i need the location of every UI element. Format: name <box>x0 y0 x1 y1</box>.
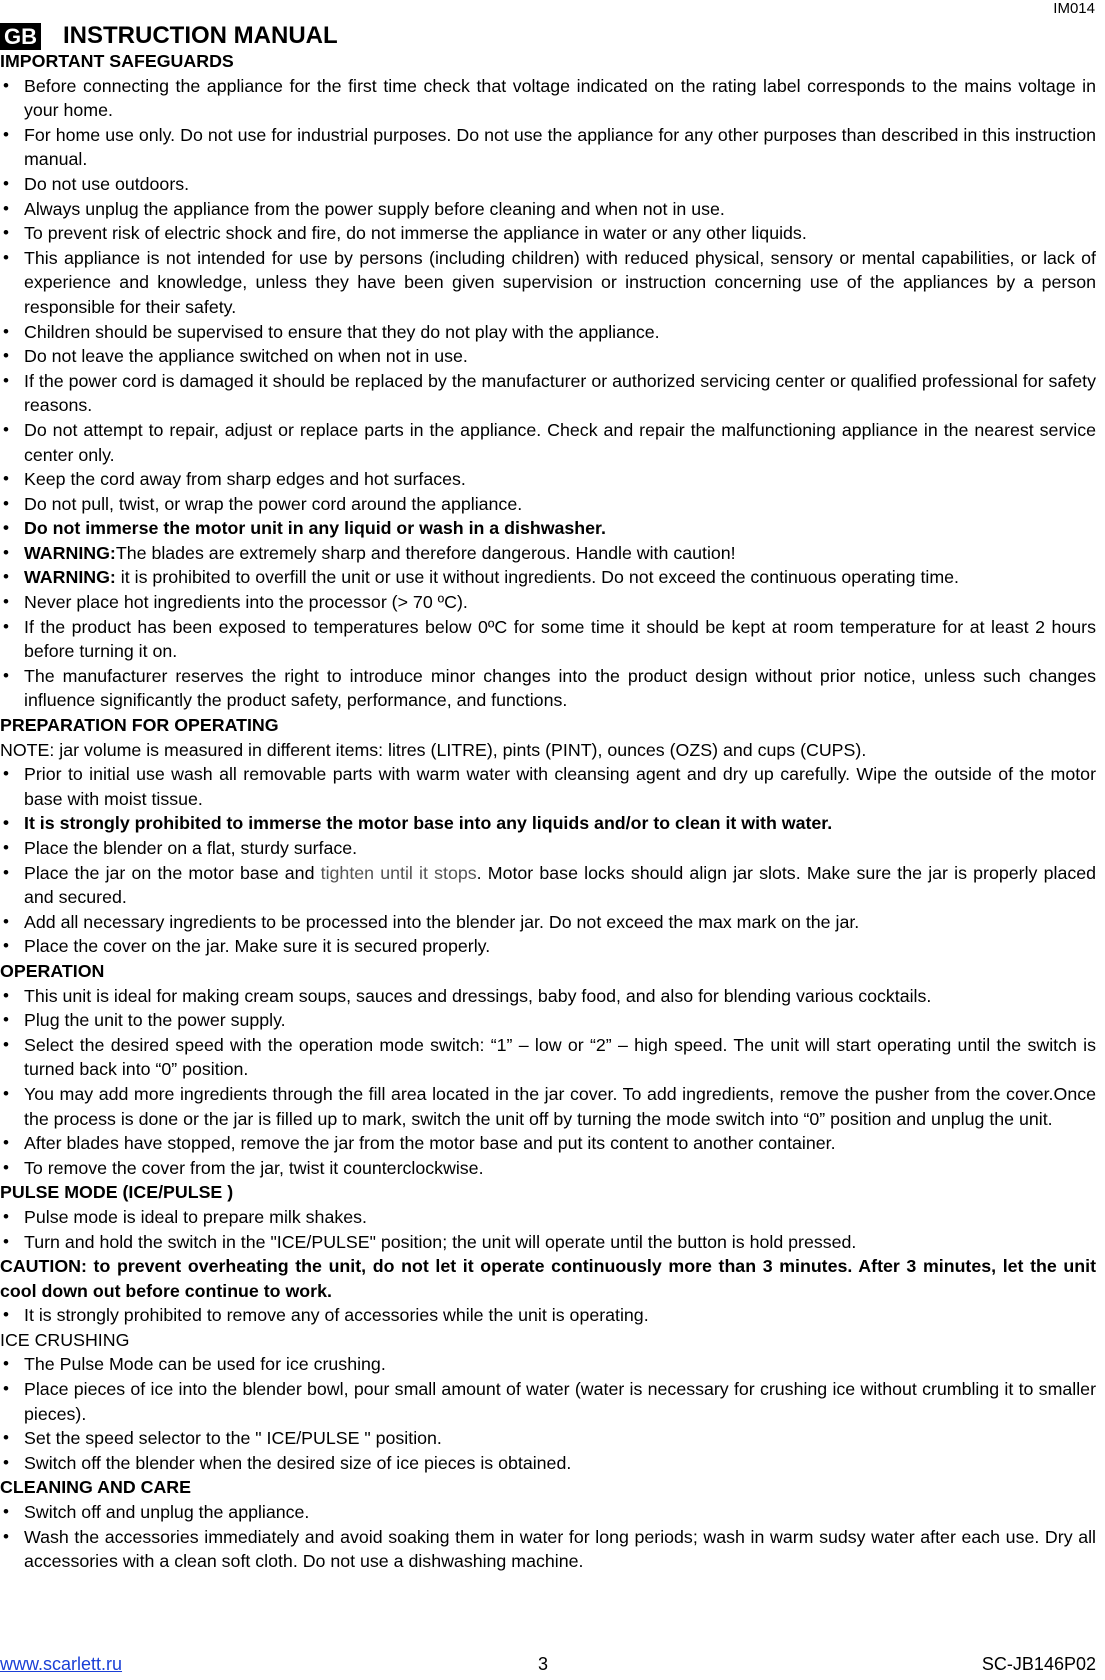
list-item: • This appliance is not intended for use by persons (including children) with reduced physical, sensory or mental capabilities, or lack of experience and knowledge, unless they have been given supervision or instruction concerning use of the appliances by a person responsible for their safety. <box>0 246 1096 320</box>
caution-text: CAUTION: to prevent overheating the unit, do not let it operate continuously more than 3 minutes. After 3 minutes, let the unit cool down out before continue to work. <box>0 1256 1096 1301</box>
list-item: • Wash the accessories immediately and avoid soaking them in water for long periods; wash in warm sudsy water after each use. Dry all accessories with a clean soft cloth. Do not use a dishwashing machine. <box>0 1525 1096 1574</box>
preparation-heading: PREPARATION FOR OPERATING <box>0 715 279 736</box>
list-item: • Place pieces of ice into the blender bowl, pour small amount of water (water is necessary for crushing ice without crumbling it to smaller pieces). <box>0 1377 1096 1426</box>
list-item: • Turn and hold the switch in the "ICE/PULSE" position; the unit will operate until the button is hold pressed. <box>0 1230 1096 1255</box>
item-text: . Motor base locks should align jar slots. Make sure the jar is properly placed and secured. <box>24 862 1096 908</box>
list-item: • This unit is ideal for making cream soups, sauces and dressings, baby food, and also for blending various cocktails. <box>0 984 1096 1009</box>
list-item: • Children should be supervised to ensure that they do not play with the appliance. <box>0 320 1096 345</box>
list-item: • Do not attempt to repair, adjust or replace parts in the appliance. Check and repair the malfunctioning appliance in the nearest service center only. <box>0 418 1096 467</box>
list-item: • Prior to initial use wash all removable parts with warm water with cleansing agent and dry up carefully. Wipe the outside of the motor base with moist tissue. <box>0 762 1096 811</box>
pulse-heading: PULSE MODE (ICE/PULSE ) <box>0 1182 234 1203</box>
pulse-list-after <box>0 1303 1096 1328</box>
list-item: • To prevent risk of electric shock and fire, do not immerse the appliance in water or any other liquids. <box>0 221 1096 246</box>
list-item: • Place the cover on the jar. Make sure it is secured properly. <box>0 934 1096 959</box>
list-item: • Select the desired speed with the operation mode switch: “1” – low or “2” – high speed. The unit will start operating until the switch is turned back into “0” position. <box>0 1033 1096 1082</box>
list-item: • Set the speed selector to the " ICE/PULSE " position. <box>0 1426 1096 1451</box>
list-item: • Always unplug the appliance from the power supply before cleaning and when not in use. <box>0 197 1096 222</box>
list-item: • Keep the cord away from sharp edges and hot surfaces. <box>0 467 1096 492</box>
document-code: IM014 <box>1053 0 1095 17</box>
list-item: • Place the blender on a flat, sturdy surface. <box>0 836 1096 861</box>
list-item: • Do not pull, twist, or wrap the power cord around the appliance. <box>0 492 1096 517</box>
list-item: • Never place hot ingredients into the processor (> 70 ºC). <box>0 590 1096 615</box>
list-item: • Do not leave the appliance switched on when not in use. <box>0 344 1096 369</box>
preparation-list <box>0 762 1096 959</box>
bold-safety-item: • Do not immerse the motor unit in any liquid or wash in a dishwasher. <box>0 516 1096 541</box>
cleaning-heading: CLEANING AND CARE <box>0 1477 191 1498</box>
list-item: • If the product has been exposed to temperatures below 0ºC for some time it should be kept at room temperature for at least 2 hours before turning it on. <box>0 615 1096 664</box>
model-number: SC-JB146P02 <box>981 1654 1096 1674</box>
list-item: • For home use only. Do not use for industrial purposes. Do not use the appliance for any other purposes than described in this instruction manual. <box>0 123 1096 172</box>
list-item: • It is strongly prohibited to remove any of accessories while the unit is operating. <box>0 1303 1096 1328</box>
manual-content <box>0 49 1096 1574</box>
pulse-list <box>0 1205 1096 1254</box>
list-item <box>0 861 1096 910</box>
list-item: • If the power cord is damaged it should be replaced by the manufacturer or authorized servicing center or qualified professional for safety reasons. <box>0 369 1096 418</box>
preparation-note: NOTE: jar volume is measured in different items: litres (LITRE), pints (PINT), ounces (OZS) and cups (CUPS). <box>0 739 867 760</box>
page-footer <box>0 1654 1096 1678</box>
warning-label: WARNING: <box>24 542 116 563</box>
title-row <box>0 22 338 50</box>
website-link[interactable]: www.scarlett.ru <box>0 1654 123 1674</box>
list-item: • Before connecting the appliance for the first time check that voltage indicated on the rating label corresponds to the mains voltage in your home. <box>0 74 1096 123</box>
ice-list <box>0 1352 1096 1475</box>
page-number: 3 <box>538 1654 549 1674</box>
bold-safety-item: • It is strongly prohibited to immerse the motor base into any liquids and/or to clean it with water. <box>0 811 1096 836</box>
list-item: • Switch off and unplug the appliance. <box>0 1500 1096 1525</box>
list-item: • Switch off the blender when the desired size of ice pieces is obtained. <box>0 1451 1096 1476</box>
list-item: • Do not use outdoors. <box>0 172 1096 197</box>
operation-heading: OPERATION <box>0 960 105 981</box>
ice-heading: ICE CRUSHING <box>0 1329 130 1350</box>
warning-text: The blades are extremely sharp and therefore dangerous. Handle with caution! <box>115 542 736 563</box>
cleaning-list <box>0 1500 1096 1574</box>
list-item: • To remove the cover from the jar, twist it counterclockwise. <box>0 1156 1096 1181</box>
warning-item <box>0 541 1096 566</box>
warning-label: WARNING: <box>24 567 116 588</box>
item-text: Place the jar on the motor base and <box>24 862 321 883</box>
grey-phrase: tighten until it stops <box>320 862 477 883</box>
list-item: • After blades have stopped, remove the jar from the motor base and put its content to another container. <box>0 1131 1096 1156</box>
list-item: • You may add more ingredients through the fill area located in the jar cover. To add ingredients, remove the pusher from the cover.Once the process is done or the jar is filled up to mark, switch the unit off by turning the mode switch into “0” position and unplug the unit. <box>0 1082 1096 1131</box>
warning-item <box>0 565 1096 590</box>
operation-list <box>0 984 1096 1181</box>
list-item: • The Pulse Mode can be used for ice crushing. <box>0 1352 1096 1377</box>
list-item: • Pulse mode is ideal to prepare milk shakes. <box>0 1205 1096 1230</box>
list-item: • The manufacturer reserves the right to introduce minor changes into the product design without prior notice, unless such changes influence significantly the product safety, performance, and functions. <box>0 664 1096 713</box>
safeguards-heading: IMPORTANT SAFEGUARDS <box>0 51 234 71</box>
list-item: • Add all necessary ingredients to be processed into the blender jar. Do not exceed the max mark on the jar. <box>0 910 1096 935</box>
page-title: INSTRUCTION MANUAL <box>63 22 338 49</box>
safeguards-list <box>0 74 1096 713</box>
list-item: • Plug the unit to the power supply. <box>0 1008 1096 1033</box>
language-badge: GB <box>0 23 41 50</box>
warning-text: it is prohibited to overfill the unit or use it without ingredients. Do not exceed the continuous operating time. <box>115 567 959 588</box>
